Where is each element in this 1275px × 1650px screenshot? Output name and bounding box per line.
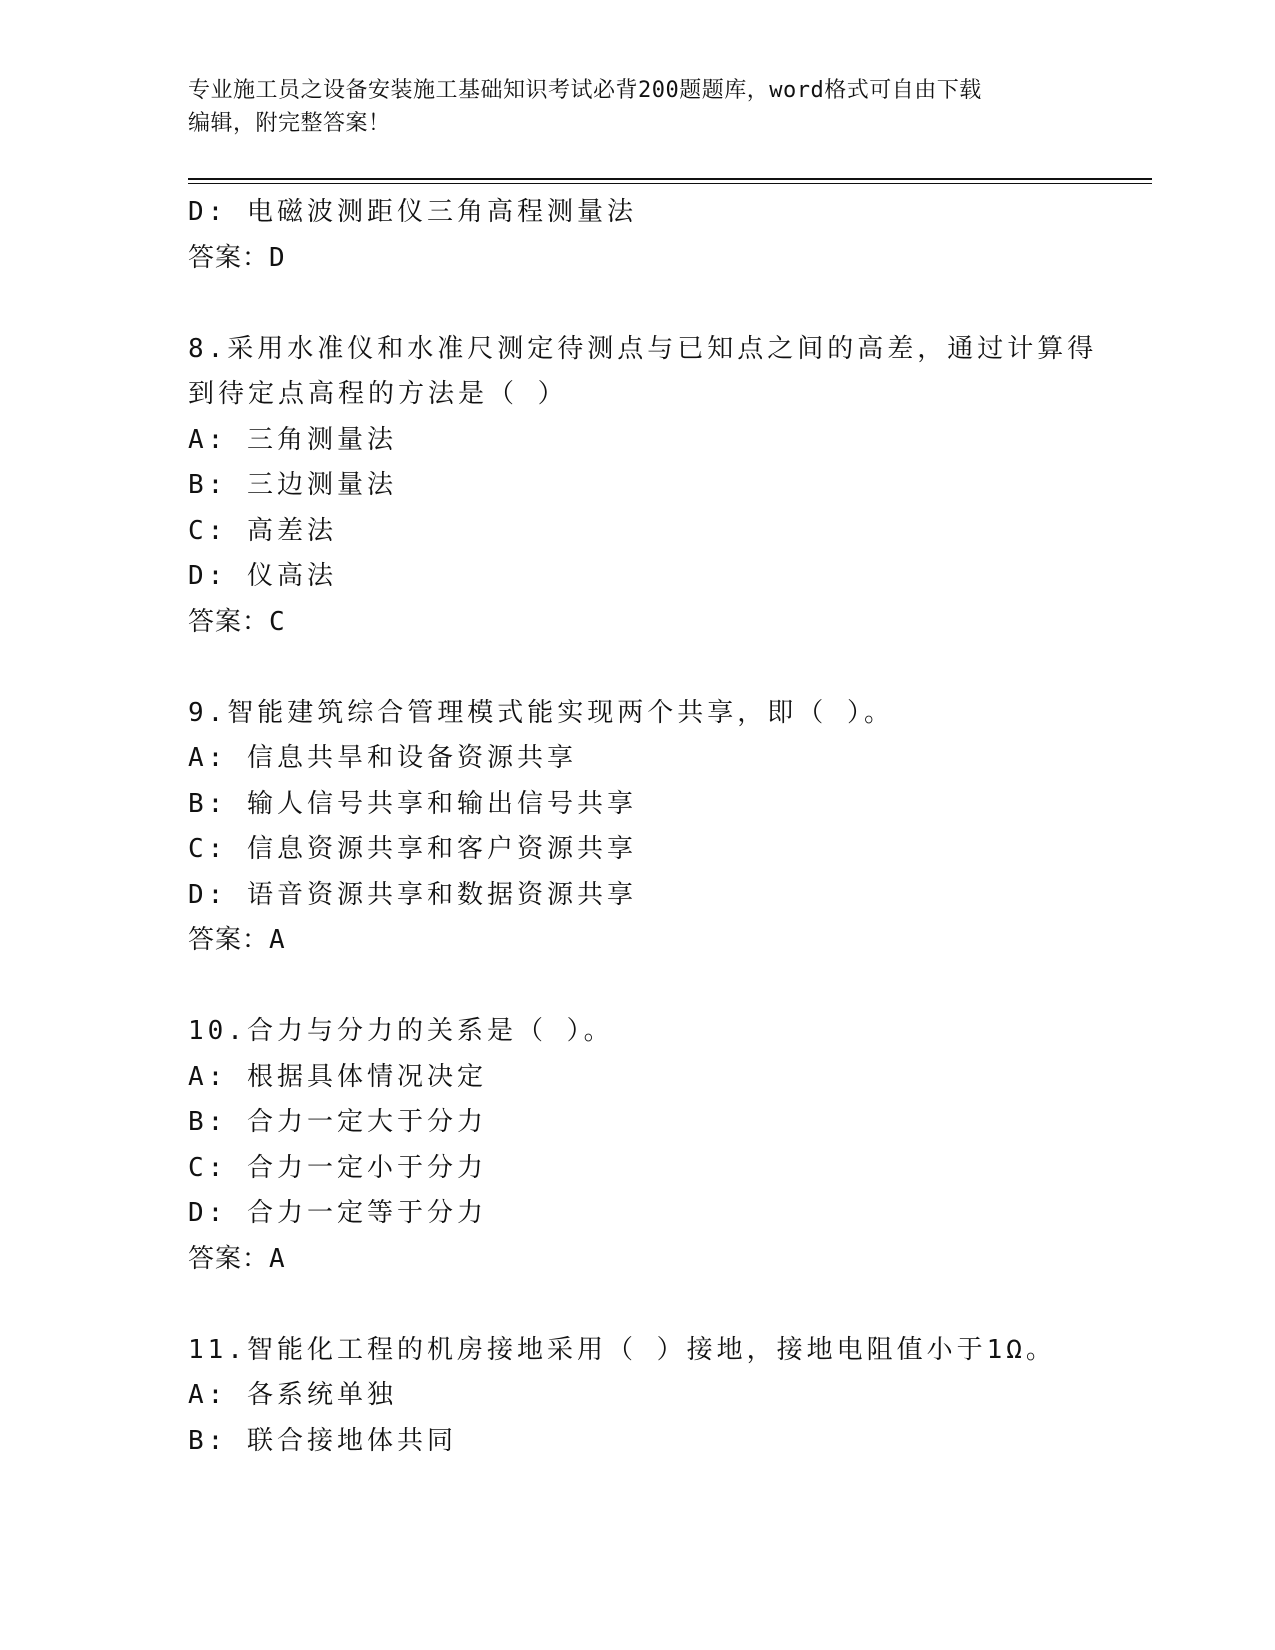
question-stem: 到待定点高程的方法是（ ） [188, 379, 568, 409]
option-d: D: 仪高法 [188, 561, 337, 591]
page-header [188, 74, 1088, 140]
header-rule-thick [188, 178, 1152, 180]
option-c: C: 信息资源共享和客户资源共享 [188, 834, 637, 864]
answer-value: D [269, 242, 286, 273]
answer-line [188, 236, 1088, 282]
option-d: D: 电磁波测距仪三角高程测量法 [188, 197, 637, 227]
option-c: C: 高差法 [188, 515, 337, 546]
option-b: B: 三边测量法 [188, 470, 397, 500]
answer-line [188, 918, 1088, 964]
answer-value: C [269, 606, 286, 637]
option-c: C: 合力一定小于分力 [188, 1152, 487, 1183]
answer-value: A [269, 1243, 286, 1274]
header-line-1: 专业施工员之设备安装施工基础知识考试必背200题题库，word格式可自由下载 [188, 78, 982, 103]
question-stem: 9.智能建筑综合管理模式能实现两个共享，即（ ）。 [188, 697, 894, 728]
option-b: B: 输人信号共享和输出信号共享 [188, 788, 637, 819]
answer-label: 答案： [188, 606, 270, 637]
option-a: A: 各系统单独 [188, 1380, 397, 1410]
option-a: A: 信息共旱和设备资源共享 [188, 743, 577, 773]
answer-label: 答案： [188, 925, 270, 955]
option-d: D: 语音资源共享和数据资源共享 [188, 879, 637, 910]
option-d: D: 合力一定等于分力 [188, 1198, 487, 1228]
option-a: A: 根据具体情况决定 [188, 1061, 487, 1092]
answer-line [188, 1237, 1088, 1283]
question-stem: 8.采用水准仪和水准尺测定待测点与已知点之间的高差，通过计算得 [188, 333, 1098, 364]
answer-value: A [269, 925, 286, 955]
answer-line [188, 600, 1088, 646]
answer-label: 答案： [188, 1243, 270, 1274]
answer-label: 答案： [188, 242, 270, 273]
header-line-2: 编辑，附完整答案！ [188, 111, 391, 136]
question-stem: 10.合力与分力的关系是（ ）。 [188, 1016, 614, 1046]
option-b: B: 合力一定大于分力 [188, 1107, 487, 1137]
question-list [188, 190, 1098, 1464]
option-a: A: 三角测量法 [188, 424, 397, 455]
option-b: B: 联合接地体共同 [188, 1425, 457, 1456]
question-stem: 11.智能化工程的机房接地采用（ ）接地，接地电阻值小于1Ω。 [188, 1334, 1056, 1365]
header-rule-thin [188, 183, 1152, 184]
